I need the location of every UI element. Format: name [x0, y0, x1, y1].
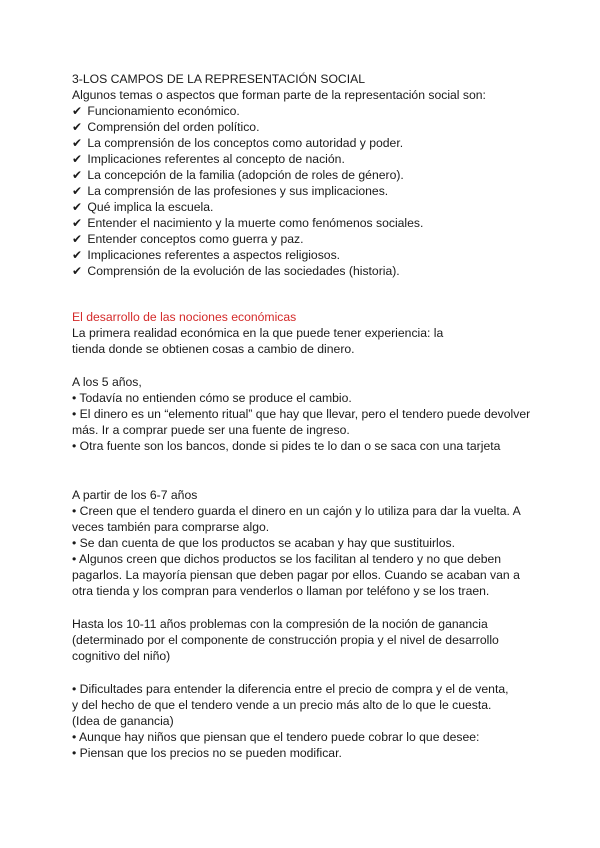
paragraph-line: tienda donde se obtienen cosas a cambio de dinero. [72, 342, 355, 356]
checklist-item [72, 231, 304, 247]
checkmark-icon: ✔ [72, 248, 83, 262]
list-item: otra tienda y los compran para venderlos o llaman por teléfono y se los traen. [72, 584, 490, 598]
list-item: • Se dan cuenta de que los productos se acaban y hay que sustituirlos. [72, 536, 456, 550]
checklist-item [72, 263, 400, 279]
checkmark-icon: ✔ [72, 168, 83, 182]
list-item: • Piensan que los precios no se pueden modificar. [72, 746, 342, 760]
list-item: y del hecho de que el tendero vende a un precio más alto de lo que le cuesta. [72, 698, 492, 712]
checklist-item [72, 183, 388, 199]
checklist-item [72, 167, 404, 183]
checklist-item-label: Entender el nacimiento y la muerte como fenómenos sociales. [87, 216, 424, 230]
age-heading: A partir de los 6-7 años [72, 488, 198, 502]
checklist-item [72, 199, 213, 215]
checklist-item [72, 247, 340, 263]
list-item: • Todavía no entienden cómo se produce el cambio. [72, 391, 352, 405]
checklist-item [72, 119, 259, 135]
paragraph-line: cognitivo del niño) [72, 649, 171, 663]
checklist-item-label: La concepción de la familia (adopción de roles de género). [87, 168, 404, 182]
list-item: (Idea de ganancia) [72, 714, 174, 728]
list-item: pagarlos. La mayoría piensan que deben pagar por ellos. Cuando se acaban van a [72, 568, 520, 582]
paragraph-line: (determinado por el componente de construcción propia y el nivel de desarrollo [72, 633, 499, 647]
checkmark-icon: ✔ [72, 136, 83, 150]
paragraph-line: Hasta los 10-11 años problemas con la compresión de la noción de ganancia [72, 617, 488, 631]
checkmark-icon: ✔ [72, 184, 83, 198]
checklist-item [72, 135, 403, 151]
checkmark-icon: ✔ [72, 264, 83, 278]
list-item: • Creen que el tendero guarda el dinero en un cajón y lo utiliza para dar la vuelta. A [72, 504, 521, 518]
section-intro: Algunos temas o aspectos que forman parte de la representación social son: [72, 88, 486, 102]
list-item: • El dinero es un “elemento ritual” que hay que llevar, pero el tendero puede devolver [72, 407, 531, 421]
checklist-item [72, 151, 345, 167]
list-item: veces también para comprarse algo. [72, 520, 270, 534]
checkmark-icon: ✔ [72, 152, 83, 166]
list-item: más. Ir a comprar puede ser una fuente de ingreso. [72, 423, 350, 437]
checklist-item-label: La comprensión de las profesiones y sus implicaciones. [87, 184, 389, 198]
checklist-item-label: Comprensión de la evolución de las sociedades (historia). [87, 264, 400, 278]
checkmark-icon: ✔ [72, 232, 83, 246]
checklist-item-label: Qué implica la escuela. [87, 200, 214, 214]
age-heading: A los 5 años, [72, 375, 142, 389]
paragraph-line: La primera realidad económica en la que puede tener experiencia: la [72, 326, 444, 340]
subsection-heading: El desarrollo de las nociones económicas [72, 310, 297, 324]
list-item: • Aunque hay niños que piensan que el tendero puede cobrar lo que desee: [72, 730, 480, 744]
checklist-item-label: Implicaciones referentes al concepto de nación. [87, 152, 345, 166]
checklist-item-label: Entender conceptos como guerra y paz. [87, 232, 304, 246]
list-item: • Algunos creen que dichos productos se los facilitan al tendero y no que deben [72, 552, 502, 566]
checklist-item [72, 215, 423, 231]
list-item: • Dificultades para entender la diferencia entre el precio de compra y el de venta, [72, 682, 509, 696]
checklist-item [72, 103, 240, 119]
checkmark-icon: ✔ [72, 200, 83, 214]
list-item: • Otra fuente son los bancos, donde si pides te lo dan o se saca con una tarjeta [72, 439, 501, 453]
checklist-item-label: Implicaciones referentes a aspectos religiosos. [87, 248, 341, 262]
checklist-item-label: La comprensión de los conceptos como autoridad y poder. [87, 136, 404, 150]
checklist-item-label: Comprensión del orden político. [87, 120, 260, 134]
checkmark-icon: ✔ [72, 104, 83, 118]
section-title: 3-LOS CAMPOS DE LA REPRESENTACIÓN SOCIAL [72, 72, 366, 86]
checkmark-icon: ✔ [72, 120, 83, 134]
checklist-item-label: Funcionamiento económico. [87, 104, 240, 118]
checkmark-icon: ✔ [72, 216, 83, 230]
